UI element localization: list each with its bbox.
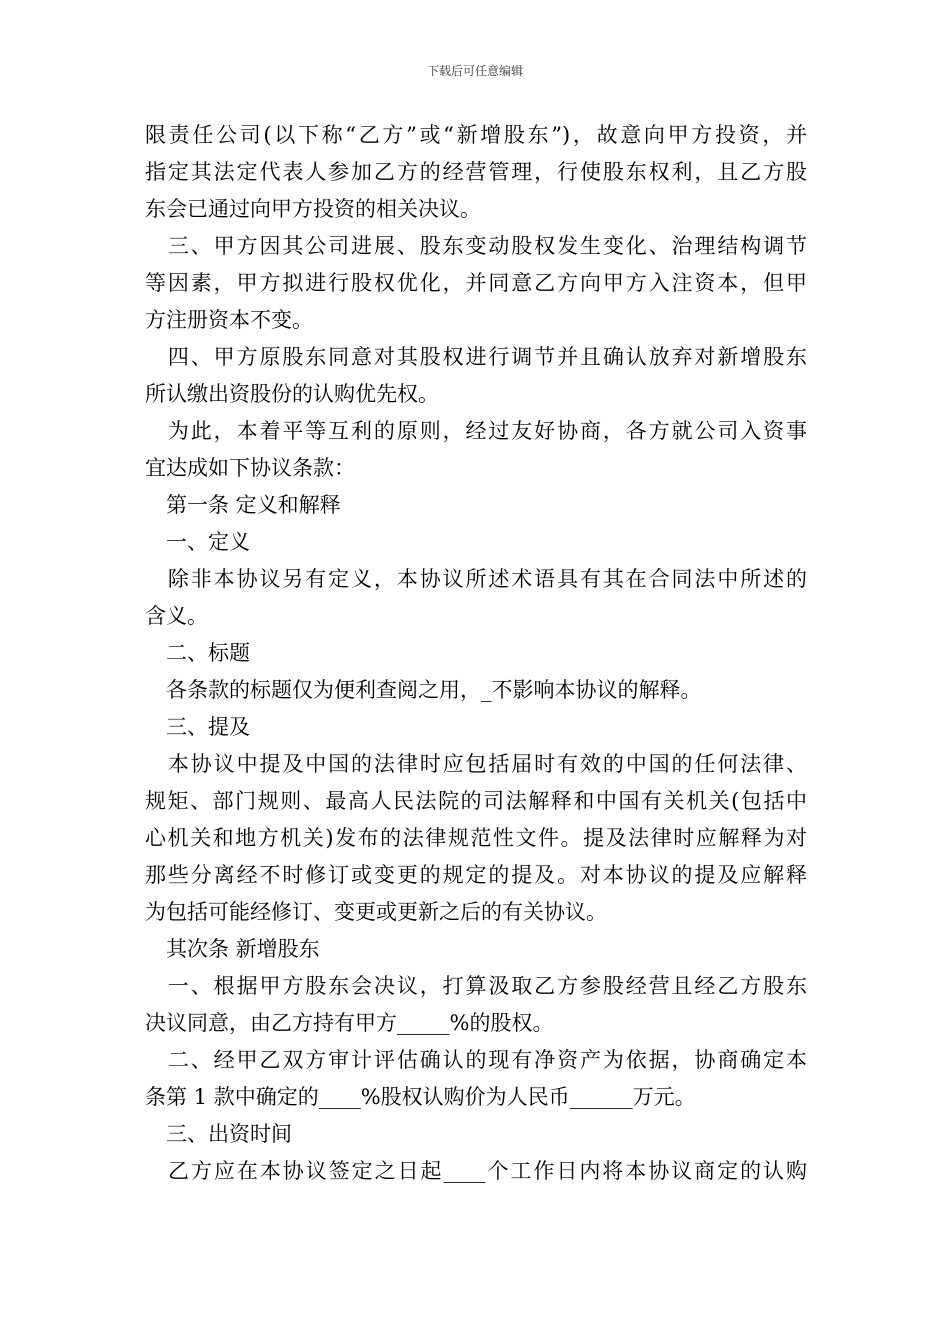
text-line: 含义。 — [145, 604, 208, 628]
text-line: 心机关和地方机关)发布的法律规范性文件。提及法律时应解释为对 — [145, 826, 807, 850]
text-line: 为包括可能经修订、变更或更新之后的有关协议。 — [145, 900, 607, 924]
text-line: 四、甲方原股东同意对其股权进行调节并且确认放弃对新增股东 — [145, 345, 807, 369]
text-line: 第一条 定义和解释 — [145, 493, 341, 517]
text-line: 东会已通过向甲方投资的相关决议。 — [145, 197, 481, 221]
text-line: 一、根据甲方股东会决议，打算汲取乙方参股经营且经乙方股东 — [145, 974, 807, 998]
text-line: 决议同意，由乙方持有甲方_____%的股权。 — [145, 1011, 554, 1035]
text-line: 条第 1 款中确定的____%股权认购价为人民币______万元。 — [145, 1085, 696, 1109]
text-line: 一、定义 — [145, 530, 250, 554]
text-line: 为此，本着平等互利的原则，经过友好协商，各方就公司入资事 — [145, 419, 807, 443]
text-line: 二、经甲乙双方审计评估确认的现有净资产为依据，协商确定本 — [145, 1048, 807, 1072]
text-line: 三、提及 — [145, 715, 250, 739]
text-line: 各条款的标题仅为便利查阅之用，_不影响本协议的解释。 — [145, 678, 702, 702]
text-line: 方注册资本不变。 — [145, 308, 313, 332]
text-line: 等因素，甲方拟进行股权优化，并同意乙方向甲方入注资本，但甲 — [145, 271, 807, 295]
text-line: 宜达成如下协议条款： — [145, 456, 355, 480]
text-line: 限责任公司(以下称“乙方”或“新增股东”)，故意向甲方投资，并 — [145, 123, 807, 147]
text-line: 除非本协议另有定义，本协议所述术语具有其在合同法中所述的 — [145, 567, 807, 591]
text-line: 那些分离经不时修订或变更的规定的提及。对本协议的提及应解释 — [145, 863, 807, 887]
page-header: 下载后可任意编辑 — [426, 64, 523, 78]
text-line: 其次条 新增股东 — [145, 937, 320, 961]
text-line: 三、出资时间 — [145, 1122, 292, 1146]
text-line: 规矩、部门规则、最高人民法院的司法解释和中国有关机关(包括中 — [145, 789, 807, 813]
text-line: 本协议中提及中国的法律时应包括届时有效的中国的任何法律、 — [145, 752, 807, 776]
text-line: 所认缴出资股份的认购优先权。 — [145, 382, 439, 406]
document-body — [145, 117, 807, 1190]
text-line: 三、甲方因其公司进展、股东变动股权发生变化、治理结构调节 — [145, 234, 807, 258]
text-line: 指定其法定代表人参加乙方的经营管理，行使股东权利，且乙方股 — [145, 160, 807, 184]
text-line: 乙方应在本协议签定之日起____个工作日内将本协议商定的认购 — [145, 1159, 807, 1183]
text-line: 二、标题 — [145, 641, 250, 665]
